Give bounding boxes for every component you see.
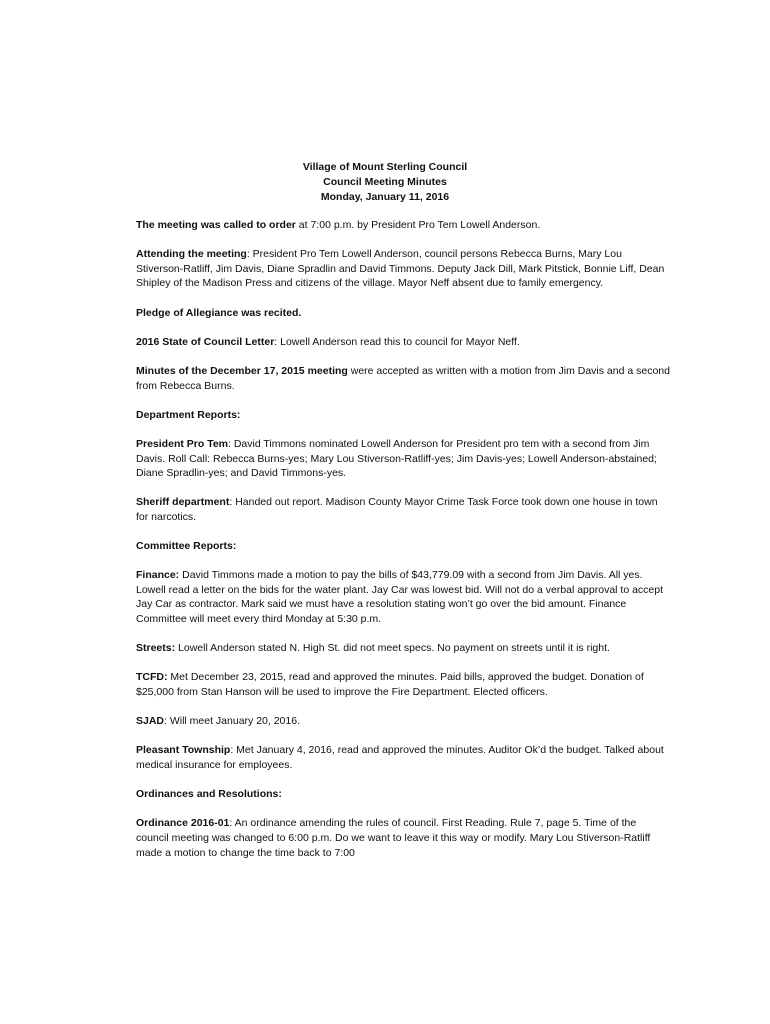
para-label: TCFD: <box>136 671 168 684</box>
para-label: President Pro Tem <box>136 437 228 450</box>
para-label: Ordinance 2016-01 <box>136 817 230 830</box>
para-finance <box>136 568 671 626</box>
para-label: SJAD <box>136 715 165 728</box>
para-text: : An ordinance amending the rules of council. First Reading. Rule 7, page 5. Time of the council meeting was changed to 6:00 p.m. Do we want to leave it this way or modify. Mary Lou Stiverson-Ratliff made a motion to change the time back to 7:00 <box>136 817 651 859</box>
para-state-of-council <box>136 335 671 350</box>
document-header <box>0 160 770 205</box>
para-tcfd <box>136 670 671 699</box>
para-label: Sheriff department <box>136 496 230 509</box>
para-label: Pledge of Allegiance was recited. <box>136 306 302 319</box>
para-text: : Handed out report. Madison County Mayor Crime Task Force took down one house in town for narcotics. <box>136 496 658 523</box>
para-pledge <box>136 306 671 321</box>
para-label: Finance: <box>136 569 180 582</box>
para-text: were accepted as written with a motion from Jim Davis and a second from Rebecca Burns. <box>136 364 670 392</box>
document-body <box>136 218 671 875</box>
para-president-pro-tem <box>136 437 671 481</box>
para-ordinance-2016-01 <box>136 816 671 860</box>
para-sheriff-department <box>136 495 671 524</box>
header-council-name: Village of Mount Sterling Council <box>302 161 468 173</box>
para-prior-minutes <box>136 364 671 393</box>
para-label: Department Reports: <box>136 408 241 421</box>
para-text: : Met January 4, 2016, read and approved the minutes. Auditor Ok’d the budget. Talked about medical insurance for employees. <box>136 744 664 771</box>
para-text: at 7:00 p.m. by President Pro Tem Lowell Anderson. <box>295 219 541 231</box>
para-streets <box>136 641 671 656</box>
para-label: Streets: <box>136 642 176 655</box>
para-label: The meeting was called to order <box>136 219 296 231</box>
header-meeting-date: Monday, January 11, 2016 <box>320 191 450 203</box>
para-sjad <box>136 714 671 729</box>
para-text: : Will meet January 20, 2016. <box>164 715 300 728</box>
para-call-to-order <box>136 218 671 233</box>
para-label: Committee Reports: <box>136 540 237 553</box>
para-text: David Timmons made a motion to pay the bills of $43,779.09 with a second from Jim Davis. All yes. Lowell read a letter on the bids for the water plant. Jay Car was lowest bid. Will not do a verbal approval to accept Jay Car as contractor. Mark said we must have a resolution stating won’t go over the bid amount. Finance Committee will meet every third Monday at 5:30 p.m. <box>136 569 664 626</box>
para-pleasant-township <box>136 743 671 772</box>
para-text: Lowell Anderson stated N. High St. did not meet specs. No payment on streets until it is right. <box>175 642 610 655</box>
para-text: Met December 23, 2015, read and approved the minutes. Paid bills, approved the budget. Donation of $25,000 from Stan Hanson will be used to improve the Fire Department. Elected officers. <box>136 671 644 698</box>
section-ordinances-resolutions <box>136 787 671 802</box>
section-department-reports <box>136 408 671 423</box>
para-text: : David Timmons nominated Lowell Anderson for President pro tem with a second from Jim Davis. Roll Call: Rebecca Burns-yes; Mary Lou Stiverson-Ratliff-yes; Jim Davis-yes; Lowell Anderson-abstained; Diane Spradlin-yes; and David Timmons-yes. <box>136 437 657 480</box>
para-attendance <box>136 247 671 291</box>
section-committee-reports <box>136 539 671 554</box>
para-label: Ordinances and Resolutions: <box>136 788 282 801</box>
para-label: 2016 State of Council Letter <box>136 335 275 348</box>
para-label: Minutes of the December 17, 2015 meeting <box>136 364 348 377</box>
header-document-type: Council Meeting Minutes <box>323 176 447 188</box>
para-text: : President Pro Tem Lowell Anderson, council persons Rebecca Burns, Mary Lou Stiverson-Ratliff, Jim Davis, Diane Spradlin and David Timmons. Deputy Jack Dill, Mark Pitstick, Bonnie Liff, Dean Shipley of the Madison Press and citizens of the village. Mayor Neff absent due to family emergency. <box>136 248 665 290</box>
para-text: : Lowell Anderson read this to council for Mayor Neff. <box>274 335 520 348</box>
para-label: Attending the meeting <box>136 248 247 261</box>
para-label: Pleasant Township <box>136 744 231 757</box>
